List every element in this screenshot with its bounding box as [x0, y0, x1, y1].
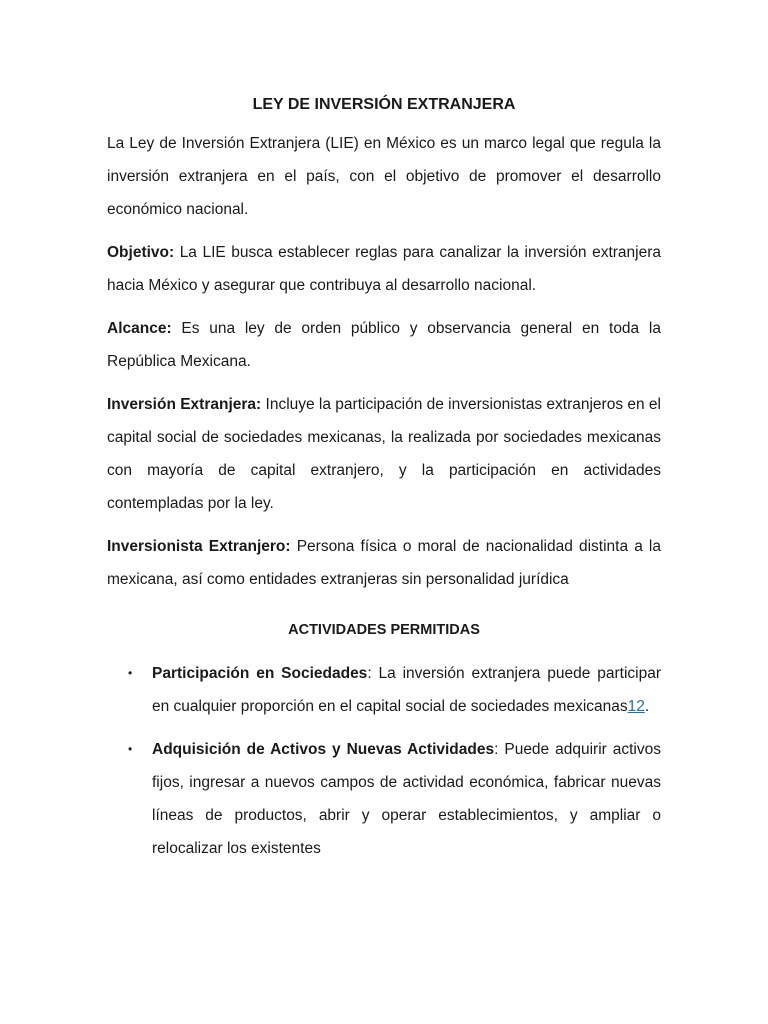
list-item: [107, 733, 661, 865]
section-text: Incluye la participación de inversionistas extranjeros en el capital social de sociedades mexicanas, la realizada por sociedades mexicanas con mayoría de capital extranjero, y la participación en actividades contempladas por la ley.: [107, 396, 661, 512]
bullet-text: : La inversión extranjera puede participar en cualquier proporción en el capital social de sociedades mexicanas: [152, 665, 661, 715]
bullet-tail: .: [644, 698, 650, 715]
document-title: LEY DE INVERSIÓN EXTRANJERA: [252, 96, 516, 113]
bullet-label: Adquisición de Activos y Nuevas Actividades: [152, 741, 495, 758]
bullet-icon: •: [128, 742, 133, 756]
section-inversion-extranjera: [107, 388, 661, 520]
subheading-actividades: ACTIVIDADES PERMITIDAS: [288, 622, 480, 638]
section-label: Inversionista Extranjero:: [107, 538, 291, 555]
bullet-label: Participación en Sociedades: [152, 665, 368, 682]
document-page: [107, 92, 661, 875]
section-text: La LIE busca establecer reglas para canalizar la inversión extranjera hacia México y asegurar que contribuya al desarrollo nacional.: [107, 244, 661, 294]
section-text: Es una ley de orden público y observancia general en toda la República Mexicana.: [107, 320, 661, 370]
section-label: Inversión Extranjera:: [107, 396, 262, 413]
section-text: Persona física o moral de nacionalidad distinta a la mexicana, así como entidades extranjeras sin personalidad jurídica: [107, 538, 662, 588]
bullet-icon: •: [128, 666, 133, 680]
intro-paragraph: La Ley de Inversión Extranjera (LIE) en México es un marco legal que regula la inversión extranjera en el país, con el objetivo de promover el desarrollo económico nacional.: [107, 135, 661, 218]
section-label: Alcance:: [107, 320, 172, 337]
section-inversionista-extranjero: [107, 530, 661, 596]
reference-link[interactable]: 12: [627, 698, 645, 715]
list-item: [107, 657, 661, 723]
section-label: Objetivo:: [107, 244, 175, 261]
activities-list: [107, 657, 661, 865]
section-alcance: [107, 312, 661, 378]
bullet-text: : Puede adquirir activos fijos, ingresar a nuevos campos de actividad económica, fabricar nuevas líneas de productos, abrir y operar establecimientos, y ampliar o relocalizar los existentes: [152, 741, 661, 857]
section-objetivo: [107, 236, 661, 302]
